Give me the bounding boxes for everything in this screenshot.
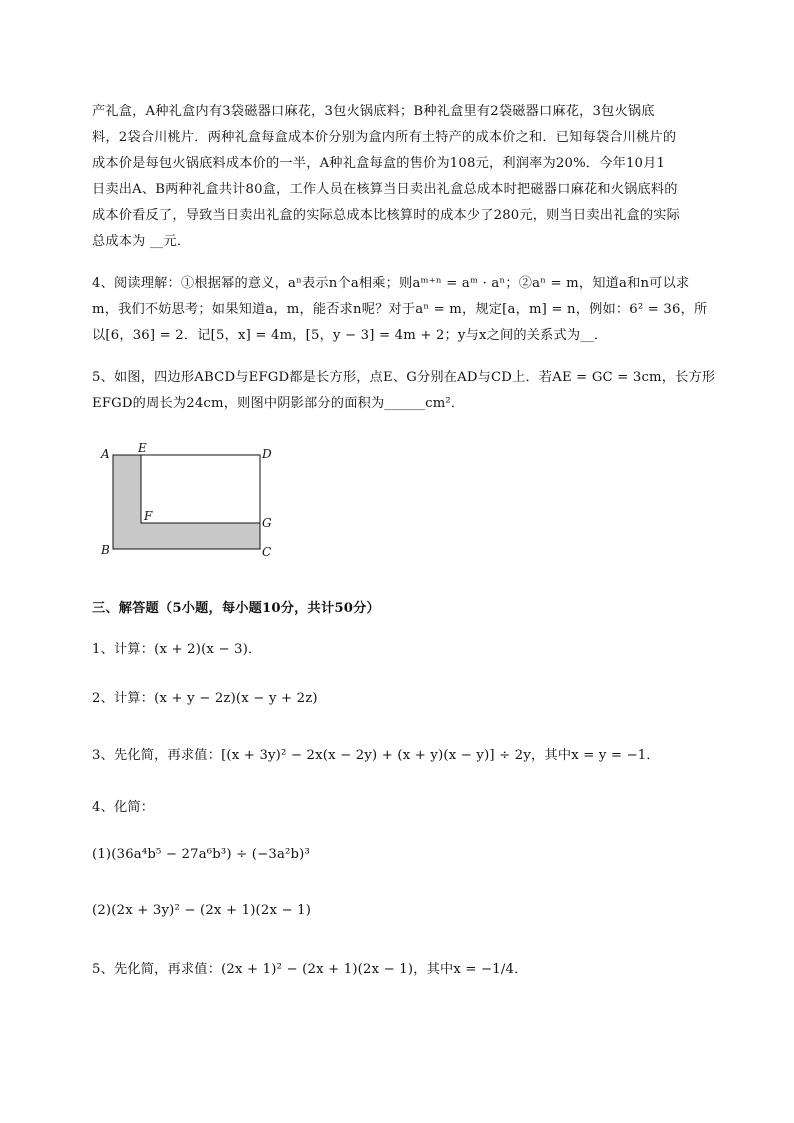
q3-line-4: 日卖出A、B两种礼盒共计80盒，工作人员在核算当日卖出礼盒总成本时把磁器口麻花和火锅底料的 (92, 182, 678, 197)
section-3-title: 三、解答题（5小题，每小题10分，共计50分） (92, 601, 380, 616)
label-c: C (262, 545, 272, 559)
label-d: D (262, 447, 272, 461)
q3-line-1: 产礼盒，A种礼盒内有3袋磁器口麻花，3包火锅底料；B种礼盒里有2袋磁器口麻花，3包火锅底 (92, 104, 655, 119)
label-f: F (144, 509, 153, 523)
label-a: A (101, 447, 110, 461)
q5-line-2: EFGD的周长为24cm，则图中阴影部分的面积为______cm²． (92, 396, 465, 411)
q3-line-6: 总成本为 __元． (92, 234, 191, 249)
q4-line-1: 4、阅读理解：①根据幂的意义，aⁿ表示n个a相乘；则aᵐ⁺ⁿ = aᵐ · aⁿ；②aⁿ = m，知道a和n可以求 (92, 276, 690, 291)
rectangle-efgd (141, 455, 260, 523)
q3-line-5: 成本价看反了，导致当日卖出礼盒的实际总成本比核算时的成本少了280元，则当日卖出礼盒的实际 (92, 208, 681, 223)
q5-line-1: 5、如图，四边形ABCD与EFGD都是长方形，点E、G分别在AD与CD上．若AE = GC = 3cm，长方形 (92, 370, 716, 385)
label-e: E (138, 441, 147, 455)
problem-3: 3、先化简，再求值：[(x + 3y)² − 2x(x − 2y) + (x + y)(x − y)] ÷ 2y，其中x = y = −1． (92, 748, 660, 763)
q4-line-2: m，我们不妨思考；如果知道a，m，能否求n呢？对于aⁿ = m，规定[a，m] = n，例如：6² = 36，所 (92, 302, 708, 317)
problem-4: 4、化简： (92, 800, 155, 815)
problem-4-part-1: (1)(36a⁴b⁵ − 27a⁶b³) ÷ (−3a²b)³ (92, 847, 310, 862)
label-g: G (262, 516, 272, 530)
q3-line-3: 成本价是每包火锅底料成本价的一半，A种礼盒每盒的售价为108元，利润率为20%．今年10月1 (92, 156, 666, 171)
problem-5: 5、先化简，再求值：(2x + 1)² − (2x + 1)(2x − 1)，其中x = −1/4． (92, 962, 528, 977)
q3-line-2: 料，2袋合川桃片．两种礼盒每盒成本价分别为盒内所有土特产的成本价之和．已知每袋合川桃片的 (92, 130, 677, 145)
rectangle-figure (96, 438, 286, 563)
problem-4-part-2: (2)(2x + 3y)² − (2x + 1)(2x − 1) (92, 903, 312, 918)
label-b: B (101, 543, 110, 557)
problem-1: 1、计算：(x + 2)(x − 3)． (92, 642, 262, 657)
q4-line-3: 以[6，36] = 2．记[5，x] = 4m，[5，y − 3] = 4m + 2；y与x之间的关系式为__． (92, 328, 608, 343)
problem-2: 2、计算：(x + y − 2z)(x − y + 2z) (92, 691, 318, 706)
